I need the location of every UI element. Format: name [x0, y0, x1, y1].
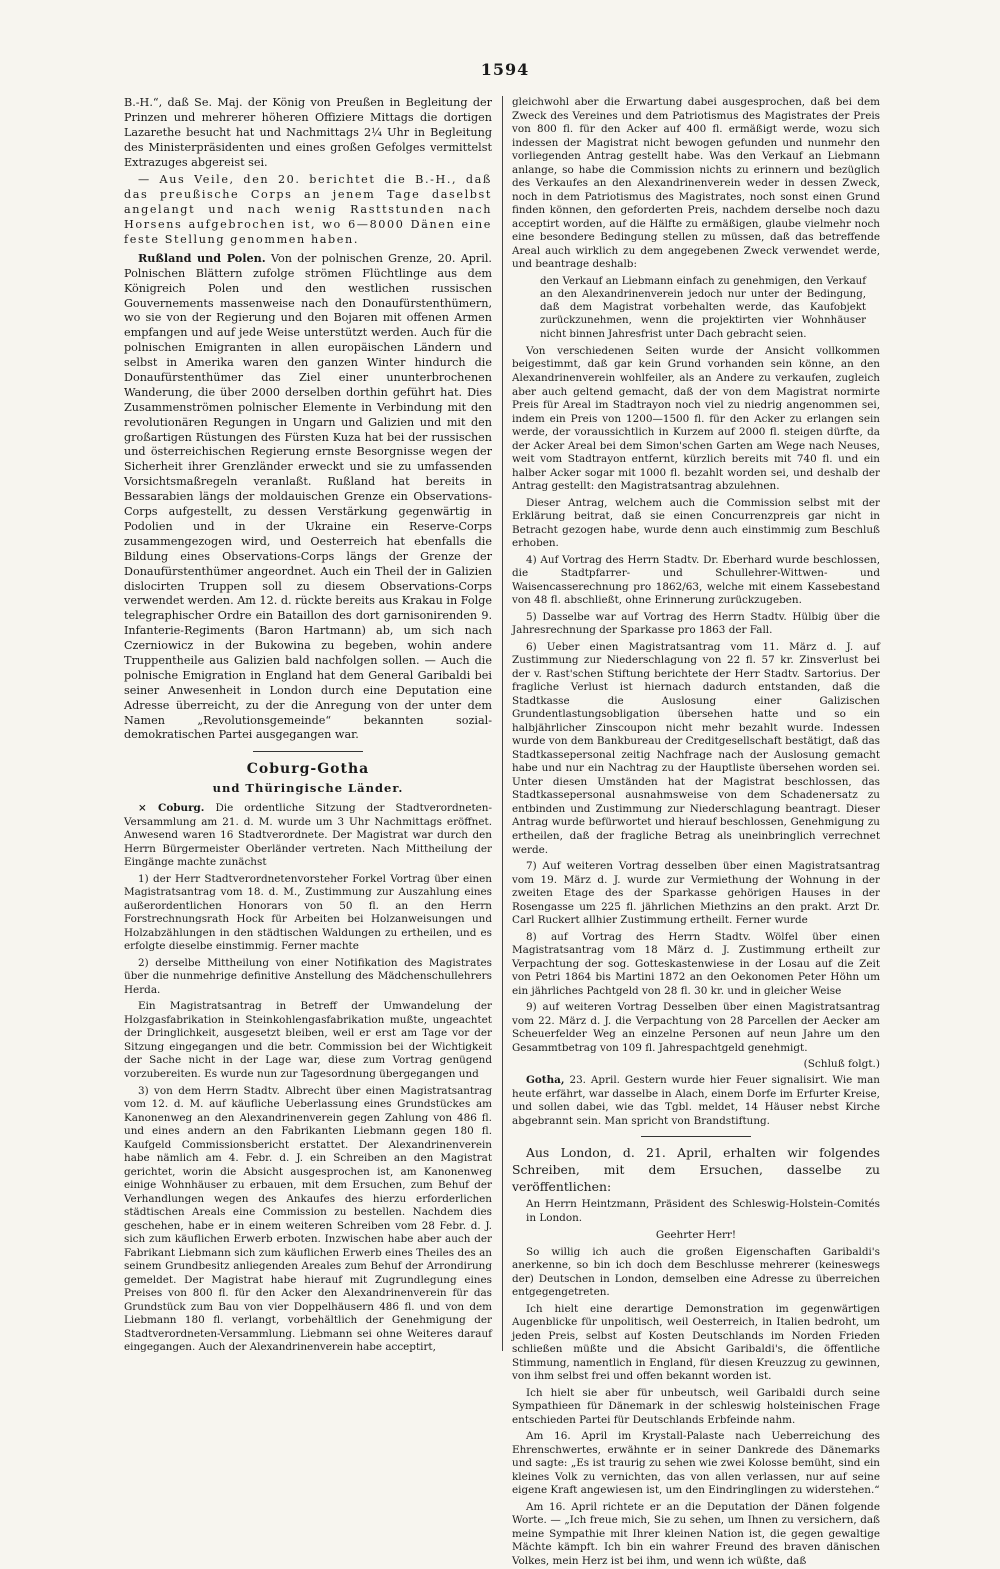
- article-paragraph: Dieser Antrag, welchem auch die Commission selbst mit der Erklärung beitrat, daß sie einen Concurrenzpreis gar nicht in Betracht gezogen habe, wurde denn auch einstimmig zum Beschluß erhoben.: [512, 496, 880, 550]
- letter-salutation: Geehrter Herr!: [655, 1229, 737, 1242]
- article-paragraph: Ich hielt eine derartige Demonstration im gegenwärtigen Augenblicke für unpolitisch, weil Oesterreich, in Italien bedroht, um jeden Preis, selbst auf Kosten Deutschlands im Norden Frieden schließen müßte und die Absicht Garibaldi's, die öffentliche Stimmung, namentlich in England, für diesen Kreuzzug zu gewinnen, von ihm selbst frei und offen bekannt worden ist.: [512, 1302, 880, 1383]
- article-paragraph: gleichwohl aber die Erwartung dabei ausgesprochen, daß bei dem Zweck des Vereines und dem Patriotismus des Magistrates der Preis von 800 fl. für den Acker auf 400 fl. ermäßigt werde, wozu sich indessen der Magistrat nicht bewogen gefunden und nunmehr den vorliegenden Antrag gestellt habe. Was den Verkauf an Liebmann anlange, so habe die Commission nichts zu erinnern und bezüglich des Verkaufes an den Alexandrinenverein weder in dessen Zweck, noch in dem Patriotismus des Magistrates, noch sonst einen Grund finden können, den geforderten Preis, nachdem derselbe noch dazu acceptirt worden, auf die Hälfte zu ermäßigen, glaube vielmehr noch eine besondere Bedingung stellen zu müssen, daß das betreffende Areal auch wirklich zu dem angegebenen Zweck verwendet werde, und beantrage deshalb:: [512, 96, 880, 271]
- dateline: × Coburg.: [138, 802, 205, 815]
- article-paragraph: 3) von dem Herrn Stadtv. Albrecht über einen Magistratsantrag vom 12. d. M. auf käufliche Ueberlassung eines Grundstückes am Kanonenweg an den Alexandrinenverein gegen Zahlung von 486 fl. und eines andern an den Fabrikanten Liebmann gegen 180 fl. Kaufgeld Commissionsbericht erstattet. Der Alexandrinenverein habe nämlich am 4. Febr. d. J. ein Schreiben an den Magistrat gerichtet, worin die Absicht ausgesprochen ist, am Kanonenweg einige Wohnhäuser zu erbauen, mit dem Ersuchen, zum Behuf der Verhandlungen wegen des Ankaufes des hierzu erforderlichen städtischen Areals eine Commission zu bestellen. Nachdem dies geschehen, habe er in einem weiteren Schreiben vom 28 Febr. d. J. sich zum käuflichen Erwerb erboten. Inzwischen habe aber auch der Fabrikant Liebmann sich zum käuflichen Erwerb eines Theiles des an seinem Grundbesitz anliegenden Areales zum Behuf der Arrondirung gemeldet. Der Magistrat habe hierauf mit Zugrundlegung eines Preises von 800 fl. für den Acker den Alexandrinenverein für das Grundstück zum Bau von vier Doppelhäusern 486 fl. und von dem Liebmann 180 fl. verlangt, vorbehältlich der Genehmigung der Stadtverordneten-Versammlung. Liebmann sei ohne Weiteres darauf eingegangen. Auch der Alexandrinenverein habe acceptirt,: [124, 1084, 492, 1354]
- article-paragraph: Am 16. April richtete er an die Deputation der Dänen folgende Worte. — „Ich freue mich, Sie zu sehen, um Ihnen zu versichern, daß meine Sympathie mit Ihrer kleinen Nation ist, die gegen gewaltige Mächte kämpft. Ich bin ein wahrer Freund des braven dänischen Volkes, mein Herz ist bei ihm, und wenn ich wüßte, daß: [512, 1500, 880, 1567]
- left-column: [124, 96, 492, 1356]
- article-paragraph: 6) Ueber einen Magistratsantrag vom 11. März d. J. auf Zustimmung zur Niederschlagung von 22 fl. 57 kr. Zinsverlust bei der v. Rast'schen Stiftung berichtete der Herr Stadtv. Sartorius. Der fragliche Verlust ist hiernach dadurch entstanden, daß die Stadtkasse die Auslosung einer Galizischen Grundentlastungsobligation übersehen hatte und so ein halbjährlicher Zinscoupon nicht mehr bezahlt wurde. Indessen wurde von dem Bankbureau der Creditgesellschaft bestätigt, daß das Stadtkassepersonal zeitig Nachfrage nach der Auslosung gemacht habe und nur ein Nachtrag zu der Hauptliste übersehen worden sei. Unter diesen Umständen hat der Magistrat beschlossen, das Stadtkassepersonal ausnahmsweise von dem Schadenersatz zu entbinden und Zustimmung zur Niederschlagung beantragt. Dieser Antrag wurde befürwortet und hierauf beschlossen, Genehmigung zu ertheilen, daß der fragliche Betrag als uneinbringlich verrechnet werde.: [512, 640, 880, 856]
- article-paragraph: Gotha, 23. April. Gestern wurde hier Feuer signalisirt. Wie man heute erfährt, war dasselbe in Alach, einem Dorfe im Erfurter Kreise, und sollen dabei, wie das Tgbl. meldet, 14 Häuser nebst Kirche abgebrannt sein. Man spricht von Brandstiftung.: [512, 1074, 880, 1127]
- article-paragraph: 5) Dasselbe war auf Vortrag des Herrn Stadtv. Hülbig über die Jahresrechnung der Sparkasse pro 1863 der Fall.: [512, 610, 880, 637]
- article-paragraph: — Aus Veile, den 20. berichtet die B.-H., daß das preußische Corps an jenem Tage daselbst angelangt und nach wenig Rasttstunden nach Horsens aufgebrochen ist, wo 6—8000 Dänen eine feste Stellung genommen haben.: [124, 173, 492, 247]
- column-divider: [502, 96, 503, 1351]
- article-paragraph: × Coburg. Die ordentliche Sitzung der Stadtverordneten-Versammlung am 21. d. M. wurde um 3 Uhr Nachmittags eröffnet. Anwesend waren 16 Stadtverordnete. Der Magistrat war durch den Herrn Bürgermeister Oberländer vertreten. Nach Mittheilung der Eingänge machte zunächst: [124, 802, 493, 869]
- article-paragraph: 8) auf Vortrag des Herrn Stadtv. Wölfel über einen Magistratsantrag vom 18 März d. J. Zustimmung ertheilt zur Verpachtung der sog. Gotteskastenwiese in der Losau auf die Zeit von Petri 1864 bis Martini 1872 an den Oekonomen Peter Höhn um ein jährliches Pachtgeld von 28 fl. 30 kr. und in gleicher Weise: [512, 930, 880, 997]
- right-column: [512, 96, 880, 1567]
- article-paragraph: So willig ich auch die großen Eigenschaften Garibaldi's anerkenne, so bin ich doch dem Beschlusse mehrerer (keineswegs der) Deutschen in London, demselben eine Adresse zu überreichen entgegengetreten.: [512, 1245, 880, 1299]
- article-paragraph: 2) derselbe Mittheilung von einer Notifikation des Magistrates über die nunmehrige definitive Anstellung des Mädchenschullehrers Herda.: [124, 956, 492, 996]
- article-paragraph: 4) Auf Vortrag des Herrn Stadtv. Dr. Eberhard wurde beschlossen, die Stadtpfarrer- und Schullehrer-Wittwen- und Waisencasserechnung pro 1862/63, welche mit einem Kassebestand von 48 fl. abschließt, ohne Erinnerung zurückzugeben.: [512, 553, 880, 607]
- dateline: Gotha,: [526, 1074, 565, 1087]
- section-rule: [641, 1136, 751, 1137]
- section-title: Coburg-Gotha: [246, 761, 370, 778]
- letter-address: An Herrn Heintzmann, Präsident des Schleswig-Holstein-Comités in London.: [526, 1198, 880, 1225]
- article-paragraph: 9) auf weiteren Vortrag Desselben über einen Magistratsantrag vom 22. März d. J. die Verpachtung von 28 Parcellen der Aecker am Scheuerfelder Weg an einzelne Personen auf neun Jahre um den Gesammtbetrag von 109 fl. Jahrespachtgeld genehmigt.: [512, 1001, 880, 1054]
- article-paragraph: Von verschiedenen Seiten wurde der Ansicht vollkommen beigestimmt, daß gar kein Grund vorhanden sein könne, an den Alexandrinenverein wohlfeiler, als an Andere zu verkaufen, zugleich aber auch geltend gemacht, daß der von dem Magistrat normirte Preis für Areal im Stadtrayon noch viel zu niedrig angenommen sei, indem ein Preis von 1200—1500 fl. für den Acker zu erlangen sein werde, der voraussichtlich in Kurzem auf 2000 fl. steigen dürfte, da der Acker Areal bei dem Simon'schen Garten am Wege nach Neuses, weit vom Stadtrayon entfernt, kürzlich bereits mit 740 fl. und ein halber Acker sogar mit 1000 fl. bezahlt worden sei, und deshalb der Antrag gestellt: den Magistratsantrag abzulehnen.: [512, 344, 880, 493]
- article-paragraph: Ich hielt sie aber für unbeutsch, weil Garibaldi durch seine Sympathieen für Dänemark in der schleswig holsteinischen Frage entschieden Partei für Deutschlands Erbfeinde nahm.: [512, 1386, 880, 1426]
- section-subtitle: und Thüringische Länder.: [212, 780, 404, 795]
- article-paragraph: 7) Auf weiteren Vortrag desselben über einen Magistratsantrag vom 19. März d. J. wurde zur Vermiethung der Wohnung in der zweiten Etage des der Sparkasse gehörigen Hauses in der Rosengasse um 225 fl. jährlichen Miethzins an den prakt. Arzt Dr. Carl Ruckert allhier Zustimmung ertheilt. Ferner wurde: [512, 860, 880, 927]
- article-paragraph: B.-H.“, daß Se. Maj. der König von Preußen in Begleitung der Prinzen und mehrerer höheren Offiziere Mittags die dortigen Lazarethe besucht hat und Nachmittags 2¼ Uhr in Begleitung des Ministerpräsidenten und eines großen Gefolges vermittelst Extrazuges abgereist sei.: [124, 96, 492, 169]
- continuation-note: (Schluß folgt.): [803, 1058, 880, 1071]
- article-paragraph: Aus London, d. 21. April, erhalten wir folgendes Schreiben, mit dem Ersuchen, dasselbe zu veröffentlichen:: [512, 1145, 880, 1194]
- page-number: 1594: [480, 60, 530, 79]
- article-paragraph: 1) der Herr Stadtverordnetenvorsteher Forkel Vortrag über einen Magistratsantrag vom 18. d. M., Zustimmung zur Auszahlung eines außerordentlichen Honorars von 50 fl. an den Herrn Forstrechnungsrath Hock für Arbeiten bei Holzanweisungen und Holzabzählungen in den städtischen Waldungen zu ertheilen, und es erfolgte dieselbe einstimmig. Ferner machte: [124, 872, 492, 953]
- article-paragraph: Rußland und Polen. Von der polnischen Grenze, 20. April. Polnischen Blättern zufolge strömen Flüchtlinge aus dem Königreich Polen und den westlichen russischen Gouvernements massenweise nach den Donaufürstenthümern, wo sie von der Regierung und den Bojaren mit offenen Armen empfangen und auf jede Weise unterstützt werden. Auch für die polnischen Emigranten in allen europäischen Ländern und selbst in Amerika waren den ganzen Winter hindurch die Donaufürstenthümer das Ziel einer ununterbrochenen Wanderung, die über 2000 derselben dorthin geführt hat. Dies Zusammenströmen polnischer Elemente in Verbindung mit den revolutionären Regungen in Ungarn und Galizien und mit den großartigen Rüstungen des Fürsten Kuza hat bei der russischen und österreichischen Regierung ernste Besorgnisse wegen der Sicherheit ihrer Grenzländer erweckt und sie zu umfassenden Vorsichtsmaßregeln veranlaßt. Rußland hat bereits in Bessarabien längs der moldauischen Grenze ein Observations-Corps aufgestellt, zu dessen Verstärkung gegenwärtig in Podolien und in der Ukraine ein Reserve-Corps zusammengezogen wird, und Oesterreich hat ebenfalls die Bildung eines Observations-Corps längs der Grenze der Donaufürstenthümer angeordnet. Auch ein Theil der in Galizien dislocirten Truppen soll zu diesem Observations-Corps verwendet werden. Am 12. d. rückte bereits aus Krakau in Folge telegraphischer Ordre ein Bataillon des dort garnisonirenden 9. Infanterie-Regiments (Baron Hartmann) ab, um sich nach Czerniowicz in der Bukowina zu begeben, wohin andere Truppentheile aus Galizien bald nachfolgen sollen. — Auch die polnische Emigration in England hat dem General Garibaldi bei seiner Anwesenheit in London durch eine Deputation eine Adresse überreicht, zu der die Anregung von der unter dem Namen „Revolutionsgemeinde“ bekannten sozial-demokratischen Partei ausgegangen war.: [124, 250, 492, 742]
- section-rule: [253, 751, 363, 752]
- article-paragraph: Am 16. April im Krystall-Palaste nach Ueberreichung des Ehrenschwertes, erwähnte er in seiner Dankrede des Dänemarks und sagte: „Es ist traurig zu sehen wie zwei Kolosse bemüht, sind ein kleines Volk zu vernichten, das von allen verlassen, nur auf seine eigene Kraft angewiesen ist, um den Eindringlingen zu widerstehen.“: [512, 1430, 880, 1497]
- section-heading: Rußland und Polen.: [138, 250, 266, 265]
- block-quote: den Verkauf an Liebmann einfach zu genehmigen, den Verkauf an den Alexandrinenverein jedoch nur unter der Bedingung, daß dem Magistrat vorbehalten werde, das Kaufobjekt zurückzunehmen, wenn die projektirten vier Wohnhäuser nicht binnen Jahresfrist unter Dach gebracht seien.: [540, 275, 866, 340]
- article-paragraph: Ein Magistratsantrag in Betreff der Umwandelung der Holzgasfabrikation in Steinkohlengasfabrikation mußte, ungeachtet der Dringlichkeit, ausgesetzt bleiben, weil er erst am Tage vor der Sitzung eingegangen und die betr. Commission bei der Wichtigkeit der Sache nicht in der Lage war, diese zum Vortrag genügend vorzubereiten. Es wurde nun zur Tagesordnung übergegangen und: [124, 1000, 492, 1080]
